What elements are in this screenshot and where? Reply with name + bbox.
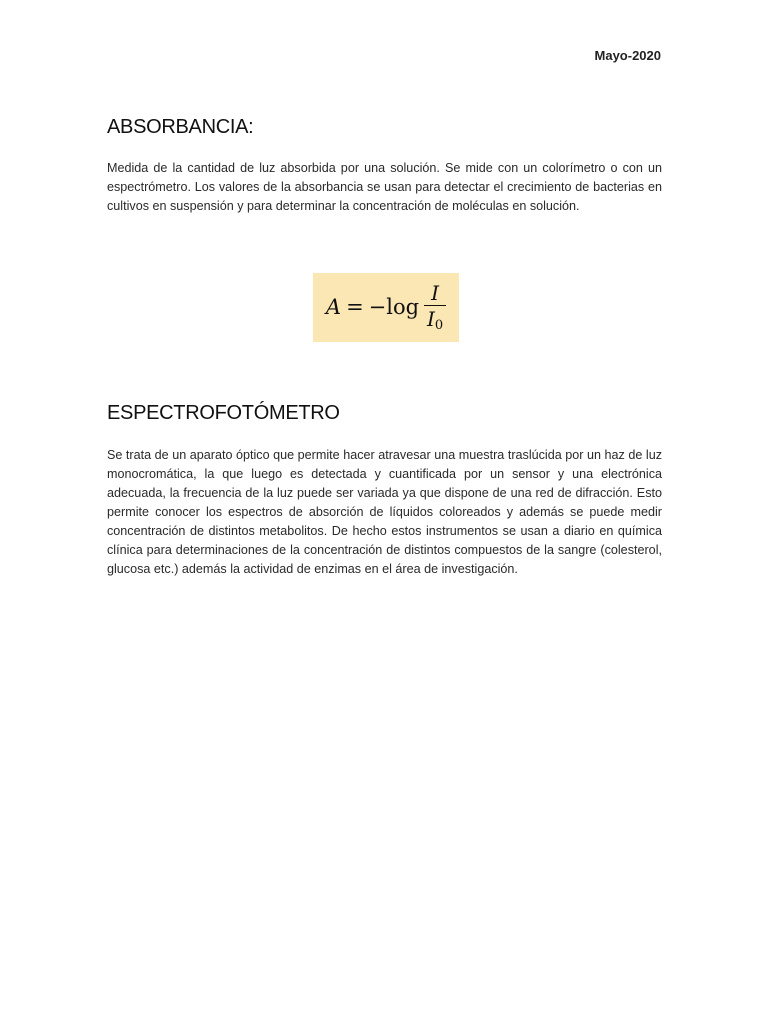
section-body-absorbancia: Medida de la cantidad de luz absorbida por una solución. Se mide con un colorímetro o con un espectrómetro. Los valores de la absorbancia se usan para detectar el crecimiento de bacterias en cultivos en suspensión y para determinar la concentración de moléculas en solución. bbox=[107, 161, 662, 213]
formula-numerator: I bbox=[431, 280, 440, 305]
section-title-espectrofotometro: ESPECTROFOTÓMETRO bbox=[107, 402, 340, 424]
formula-minus: − bbox=[368, 295, 387, 320]
formula-equals: = bbox=[346, 295, 364, 320]
formula-denominator bbox=[427, 306, 443, 332]
section-title-absorbancia: ABSORBANCIA: bbox=[107, 116, 254, 138]
formula-lhs: A bbox=[325, 295, 342, 320]
formula-expression bbox=[325, 280, 446, 334]
formula-log: log bbox=[386, 295, 420, 320]
formula-fraction bbox=[424, 280, 446, 334]
document-date: Mayo-2020 bbox=[594, 48, 661, 63]
section-body-espectrofotometro: Se trata de un aparato óptico que permite hacer atravesar una muestra traslúcida por un haz de luz monocromática, la que luego es detectada y cuantificada por un sensor y una electrónica adecuada, la frecuencia de la luz puede ser variada ya que dispone de una red de difracción. Esto permite conocer los espectros de absorción de líquidos coloreados y además se puede medir concentración de distintos metabolitos. De hecho estos instrumentos se usan a diario en química clínica para determinaciones de la concentración de distintos compuestos de la sangre (colesterol, glucosa etc.) además la actividad de enzimas en el área de investigación. bbox=[107, 448, 662, 576]
absorbance-formula bbox=[313, 273, 459, 342]
formula-denominator-base: I bbox=[427, 307, 435, 332]
formula-denominator-subscript: 0 bbox=[434, 318, 444, 334]
